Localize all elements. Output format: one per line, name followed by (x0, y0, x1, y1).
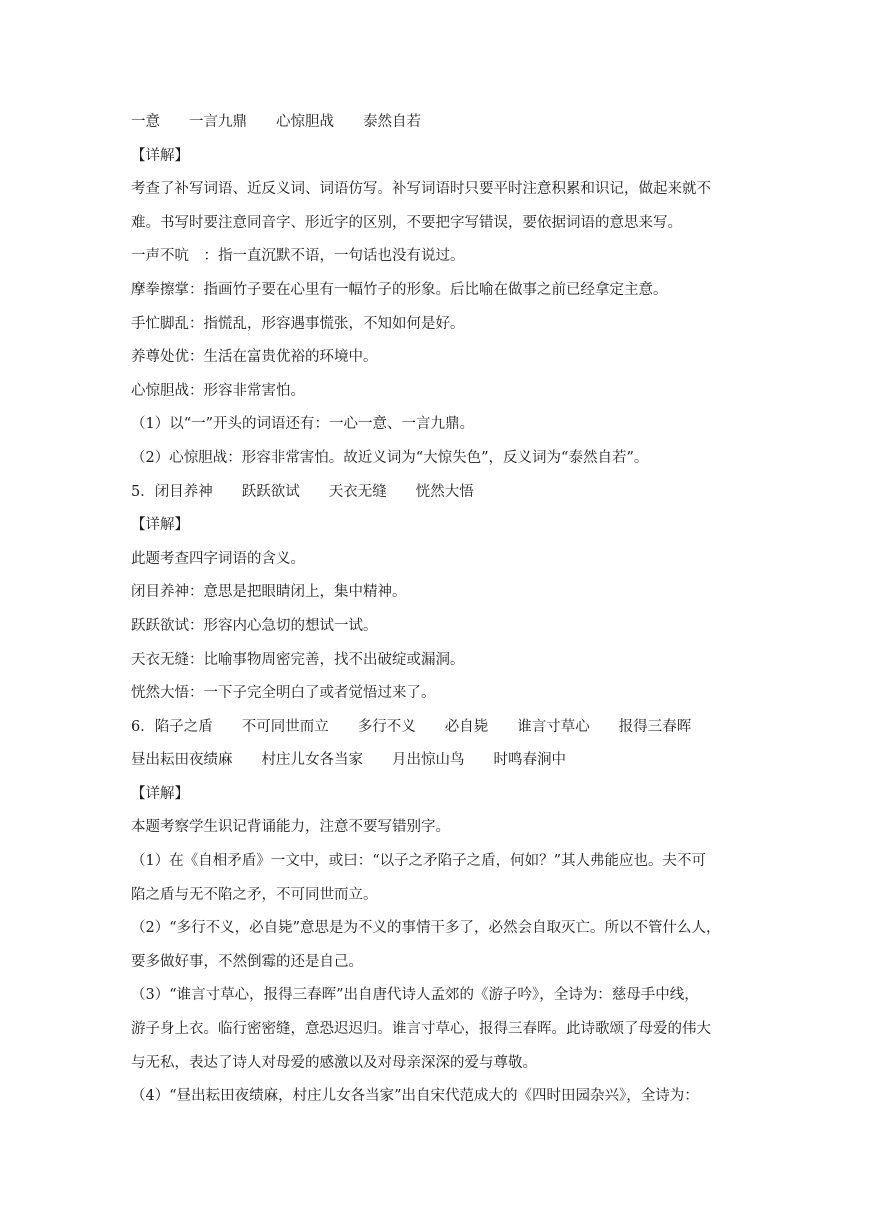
sub-answer-line: （4）“昼出耘田夜绩麻，村庄儿女各当家”出自宋代范成大的《四时田园杂兴》，全诗为： (131, 1088, 699, 1105)
paragraph-line: 要多做好事，不然倒霉的还是自己。 (131, 953, 363, 970)
sub-answer-line: （1）以“一”开头的词语还有：一心一意、一言九鼎。 (131, 416, 475, 433)
definition-line: 摩拳擦掌：指画竹子要在心里有一幅竹子的形象。后比喻在做事之前已经拿定主意。 (131, 281, 668, 298)
sub-answer-line: （1）在《自相矛盾》一文中，或曰：“以子之矛陷子之盾，何如？”其人弗能应也。夫不可 (131, 853, 707, 870)
answer-line: 一意 一言九鼎 心惊胆战 泰然自若 (131, 114, 421, 130)
paragraph-line: 游子身上衣。临行密密缝，意恐迟迟归。谁言寸草心，报得三春晖。此诗歌颂了母爱的伟大 (131, 1021, 711, 1038)
section-heading-explanation: 【详解】 (131, 147, 189, 164)
definition-line: 心惊胆战：形容非常害怕。 (131, 382, 305, 399)
definition-line: 恍然大悟：一下子完全明白了或者觉悟过来了。 (131, 685, 436, 702)
definition-line: 手忙脚乱：指慌乱，形容遇事慌张，不知如何是好。 (131, 315, 465, 332)
section-heading-explanation: 【详解】 (131, 517, 189, 534)
sub-answer-line: （2）“多行不义，必自毙”意思是为不义的事情干多了，必然会自取灭亡。所以不管什么人， (131, 920, 721, 937)
paragraph-line: 难。书写时要注意同音字、形近字的区别，不要把字写错误，要依据词语的意思来写。 (131, 214, 682, 231)
paragraph-line: 与无私，表达了诗人对母爱的感激以及对母亲深深的爱与尊敬。 (131, 1054, 537, 1071)
paragraph-line: 陷之盾与无不陷之矛，不可同世而立。 (131, 886, 378, 903)
definition-line: 跃跃欲试：形容内心急切的想试一试。 (131, 617, 378, 634)
section-heading-explanation: 【详解】 (131, 785, 189, 802)
sub-answer-line: （2）心惊胆战：形容非常害怕。故近义词为“大惊失色”，反义词为“泰然自若”。 (131, 449, 649, 466)
paragraph-line: 此题考查四字词语的含义。 (131, 550, 305, 567)
definition-line: 养尊处优：生活在富贵优裕的环境中。 (131, 349, 378, 366)
answer-line: 6．陷子之盾 不可同世而立 多行不义 必自毙 谁言寸草心 报得三春晖 (131, 718, 692, 735)
definition-line: 一声不吭 ：指一直沉默不语，一句话也没有说过。 (131, 248, 465, 265)
sub-answer-line: （3）“谁言寸草心，报得三春晖”出自唐代诗人孟郊的《游子吟》，全诗为：慈母手中线， (131, 987, 699, 1004)
document-body (131, 108, 743, 1116)
paragraph-line: 本题考察学生识记背诵能力，注意不要写错别字。 (131, 819, 450, 836)
definition-line: 闭目养神：意思是把眼睛闭上，集中精神。 (131, 584, 407, 601)
answer-line: 昼出耘田夜绩麻 村庄儿女各当家 月出惊山鸟 时鸣春涧中 (131, 752, 566, 769)
definition-line: 天衣无缝：比喻事物周密完善，找不出破绽或漏洞。 (131, 651, 465, 668)
paragraph-line: 考查了补写词语、近反义词、词语仿写。补写词语时只要平时注意积累和识记，做起来就不 (131, 181, 711, 198)
answer-line: 5．闭目养神 跃跃欲试 天衣无缝 恍然大悟 (131, 483, 474, 500)
